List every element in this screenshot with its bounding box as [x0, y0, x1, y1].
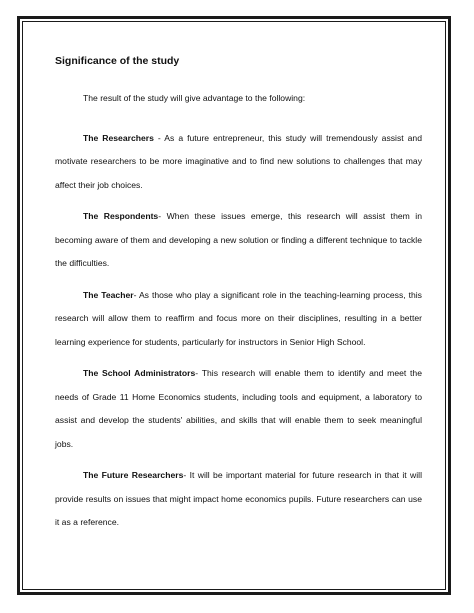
paragraph-text: - When these issues emerge, this research will assist them in becoming aware of them and developing a new solution or finding a different technique to tackle the difficulties.: [55, 211, 422, 268]
paragraph-respondents: [55, 205, 422, 276]
paragraph-label: The School Administrators: [83, 368, 196, 378]
paragraph-label: The Future Researchers: [83, 470, 184, 480]
paragraph-label: The Researchers: [83, 132, 154, 143]
paragraph-text: - As those who play a significant role in the teaching-learning process, this research will allow them to reaffirm and focus more on their disciplines, resulting in a better learning experience for students, particularly for instructors in Senior High School.: [55, 289, 422, 347]
paragraph-teacher: [55, 284, 422, 355]
paragraph-text: - This research will enable them to identify and meet the needs of Grade 11 Home Economics students, including tools and equipment, a laboratory to assist and develop the students' abilities, and skills that will enable them to seek meaningful jobs.: [55, 368, 422, 449]
document-body: [55, 54, 422, 535]
paragraph-researchers: [55, 127, 422, 198]
paragraph-text: - It will be important material for future research in that it will provide results on issues that might impact home economics pupils. Future researchers can use it as a reference.: [55, 470, 422, 527]
section-heading: Significance of the study: [55, 55, 180, 67]
paragraph-text: - As a future entrepreneur, this study will tremendously assist and motivate researchers to be more imaginative and to find new solutions to challenges that may affect their job choices.: [55, 132, 422, 190]
paragraph-future-researchers: [55, 464, 422, 535]
paragraph-label: The Teacher: [83, 289, 134, 300]
paragraph-school-administrators: [55, 362, 422, 456]
intro-paragraph: The result of the study will give advantage to the following:: [83, 93, 306, 103]
paragraph-label: The Respondents: [83, 211, 159, 221]
